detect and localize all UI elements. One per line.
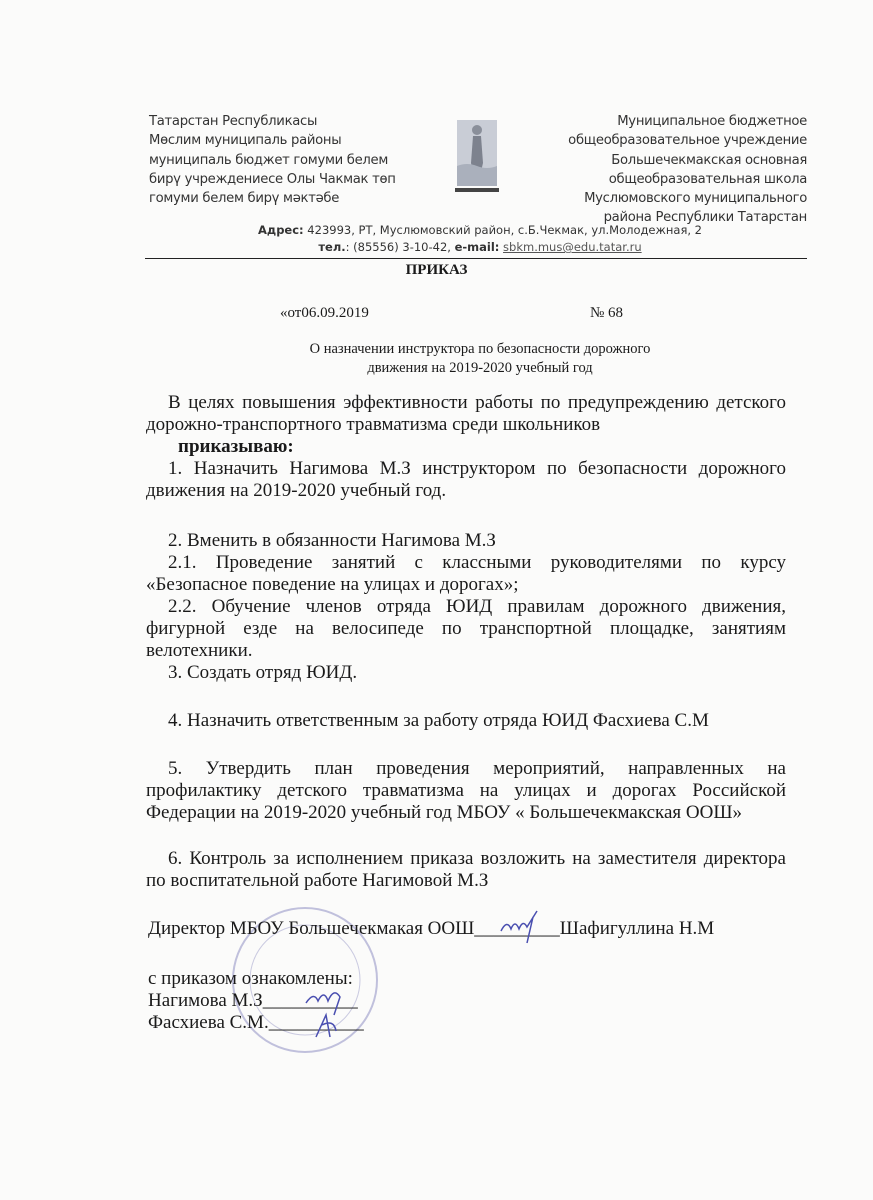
director-signature-row (148, 918, 714, 940)
subject-line: движения на 2019-2020 учебный год (367, 360, 593, 376)
subject-line: О назначении инструктора по безопасности дорожного (309, 341, 651, 357)
header-line: общеобразовательная школа (608, 171, 807, 187)
header-line: Мөслим муниципаль районы (149, 133, 342, 149)
director-signature (497, 905, 557, 945)
order-title: ПРИКАЗ (405, 262, 468, 278)
signature-line: __________ (268, 1012, 364, 1033)
signature-line: _________ (474, 918, 560, 939)
header-line: района Республики Татарстан (603, 210, 807, 226)
handwritten-signatures (300, 975, 360, 1045)
acquainted-label: с приказом ознакомлены: (148, 968, 353, 989)
header-line: Муниципальное бюджетное (617, 114, 807, 129)
header-divider (145, 258, 807, 259)
header-line: гомуми белем бирү мәктәбе (149, 191, 340, 207)
header-tatar (149, 112, 396, 208)
header-russian (568, 112, 807, 228)
email-link[interactable]: sbkm.mus@edu.tatar.ru (503, 240, 642, 254)
intro-paragraph: В целях повышения эффективности работы по предупреждению детского дорожно-транспортного травматизма среди школьников (146, 392, 786, 435)
item-2-2: 2.2. Обучение членов отряда ЮИД правилам дорожного движения, фигурной езде на велосипеде по транспортной площадке, занятиям велотехники. (146, 596, 786, 661)
item-2-1: 2.1. Проведение занятий с классными руководителями по курсу «Безопасное поведение на улицах и дорогах»; (146, 552, 786, 595)
header-line: общеобразовательное учреждение (568, 133, 807, 149)
signature-line: __________ (262, 990, 358, 1011)
item-6: 6. Контроль за исполнением приказа возложить на заместителя директора по воспитательной работе Нагимовой М.З (146, 848, 786, 891)
header-line: Большечекмакская основная (611, 152, 807, 168)
item-5: 5. Утвердить план проведения мероприятий, направленных на профилактику детского травматизма на улицах и дорогах Российской Федерации на 2019-2020 учебный год МБОУ « Большечекмакская ООШ» (146, 758, 786, 823)
item-3: 3. Создать отряд ЮИД. (168, 662, 358, 683)
director-name: Шафигуллина Н.М (559, 918, 715, 939)
item-1: 1. Назначить Нагимова М.З инструктором по безопасности дорожного движения на 2019-2020 учебный год. (146, 458, 786, 501)
person-1: Нагимова М.З (148, 990, 263, 1011)
decree-word: приказываю: (178, 436, 294, 457)
order-subject (200, 340, 760, 378)
header-line: муниципаль бюджет гомуми белем (149, 152, 389, 168)
address: 423993, РТ, Муслюмовский район, с.Б.Чекмак, ул.Молодежная, 2 (303, 223, 702, 237)
header-line: бирү учреждениесе Олы Чакмак төп (149, 171, 396, 187)
order-number: № 68 (590, 305, 624, 321)
header-line: Татарстан Республикасы (149, 114, 318, 129)
phone: : (85556) 3-10-42, (345, 240, 455, 254)
coat-of-arms-icon (455, 118, 499, 194)
item-4: 4. Назначить ответственным за работу отряда ЮИД Фасхиева С.М (168, 710, 709, 731)
address-label: Адрес: (258, 223, 304, 237)
item-2: 2. Вменить в обязанности Нагимова М.З (168, 530, 496, 551)
header-line: Муслюмовского муниципального (584, 191, 807, 207)
phone-label: тел. (318, 240, 346, 254)
email-label: e-mail: (454, 240, 500, 254)
person-2: Фасхиева С.М. (148, 1012, 269, 1033)
director-title: Директор МБОУ Большечекмакая ООШ (148, 918, 475, 939)
order-date: «от06.09.2019 (280, 305, 369, 321)
address-block (140, 222, 820, 256)
